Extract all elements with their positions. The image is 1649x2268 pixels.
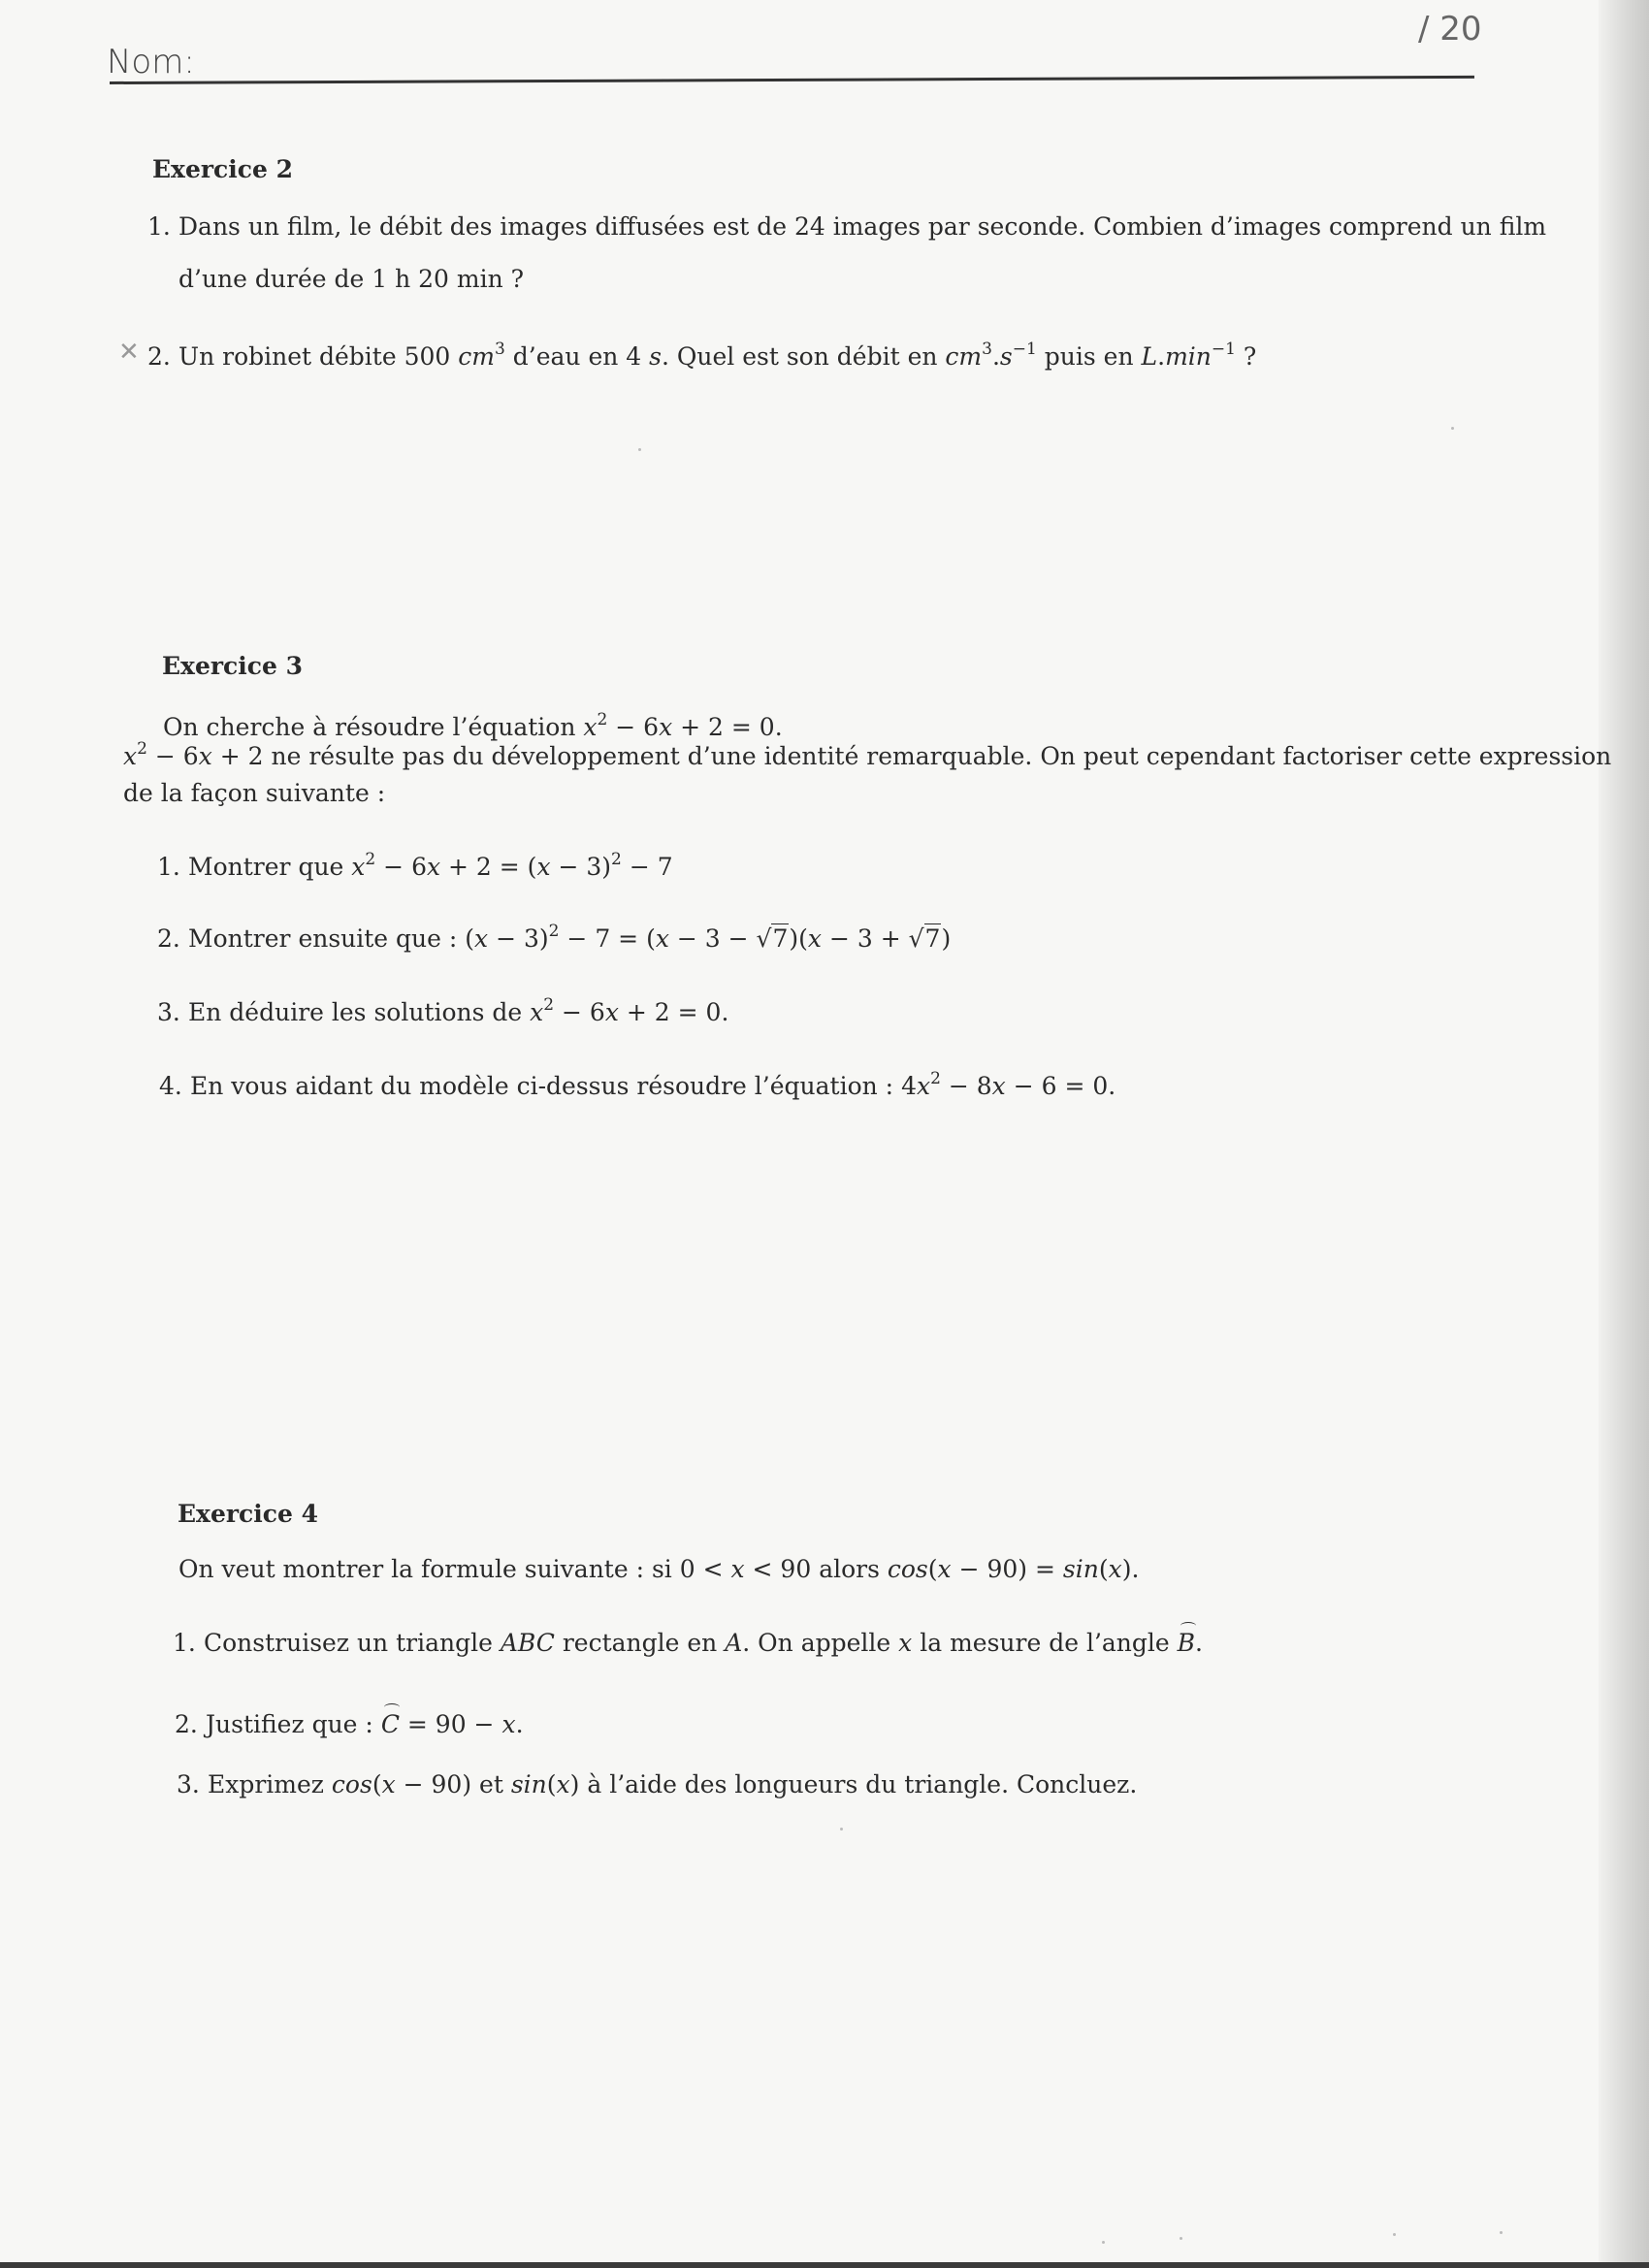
question-text: Montrer que: [188, 853, 352, 881]
question-text: la mesure de l’angle: [912, 1629, 1178, 1657]
name-field-label: Nom:: [107, 43, 195, 81]
header-rule: [110, 76, 1474, 84]
math-expr: $x^2 - 6x + 2 = (x - 3)^2 - 7$: [351, 850, 673, 881]
question-text: Exprimez: [208, 1770, 332, 1798]
math-expr: $x^2 - 6x + 2 = 0$.: [530, 995, 729, 1026]
ex4-question-2: [175, 1707, 524, 1742]
exercise-4-title: Exercice 4: [178, 1500, 318, 1528]
question-text: Construisez un triangle: [204, 1629, 501, 1657]
math-expr: $4x^2 - 8x - 6 = 0$.: [901, 1069, 1116, 1100]
ex3-question-1: [157, 850, 673, 885]
math-expr: $(x - 3)^2 - 7 = (x - 3 - √7)(x - 3 + √7)$: [465, 922, 952, 953]
scan-speck: [1102, 2241, 1105, 2244]
item-number: 2.: [175, 1710, 198, 1738]
math-expr: cos(x − 90) = sin(x).: [887, 1555, 1140, 1583]
page-edge-shadow: [1599, 0, 1649, 2268]
intro-text: < 90 alors: [744, 1555, 888, 1583]
scan-speck: [638, 448, 641, 451]
math-expr: $cm^3.s^{-1}$: [945, 340, 1037, 371]
ex4-question-1: [173, 1626, 1203, 1661]
ex2-question-2: [147, 340, 1256, 374]
scan-speck: [1180, 2237, 1182, 2240]
ex2-question-1-continued: d’une durée de 1 h 20 min ?: [178, 265, 525, 293]
question-text: puis en: [1036, 342, 1142, 371]
question-text: Un robinet débite 500: [178, 342, 459, 371]
item-number: 4.: [159, 1072, 182, 1100]
question-text: rectangle en: [554, 1629, 726, 1657]
ex2-question-1: [147, 210, 1546, 244]
ex3-question-4: [159, 1069, 1116, 1104]
question-text: et: [471, 1770, 511, 1798]
question-text: En déduire les solutions de: [188, 998, 531, 1026]
exercise-3-title: Exercice 3: [162, 652, 303, 680]
question-text: En vous aidant du modèle ci-dessus résoudre l’équation :: [190, 1072, 902, 1100]
math-expr: sin(x): [510, 1770, 580, 1798]
intro-text: ne résulte pas du développement d’une identité remarquable. On peut cependant factoriser cette expression: [263, 742, 1612, 770]
math-expr: A: [725, 1629, 743, 1657]
scan-speck: [1393, 2233, 1396, 2236]
question-text: . Quel est son débit en: [662, 342, 946, 371]
math-expr: $x^2 - 6x + 2$: [123, 739, 264, 770]
ex3-intro-line-3: de la façon suivante :: [123, 779, 386, 807]
item-number: 2.: [157, 924, 180, 953]
question-text: Dans un film, le débit des images diffusées est de 24 images par seconde. Combien d’images comprend un film: [178, 212, 1547, 241]
question-text: à l’aide des longueurs du triangle. Concluez.: [579, 1770, 1138, 1798]
math-expr: s: [649, 342, 662, 371]
item-number: 2.: [147, 342, 171, 371]
scan-speck: [840, 1828, 843, 1831]
page-bottom-edge: [0, 2262, 1649, 2268]
score-label: / 20: [1418, 10, 1482, 49]
item-number: 3.: [157, 998, 180, 1026]
question-text: Justifiez que :: [206, 1710, 381, 1738]
math-expr: cos(x − 90): [331, 1770, 472, 1798]
intro-text: On veut montrer la formule suivante : si 0 <: [178, 1555, 731, 1583]
math-expr: $cm^3$: [458, 340, 505, 371]
math-expr: B.: [1178, 1629, 1203, 1657]
item-number: 3.: [177, 1770, 200, 1798]
scan-speck: [1500, 2231, 1503, 2234]
question-text: . On appelle: [742, 1629, 899, 1657]
item-number: 1.: [157, 853, 180, 881]
ex4-intro: [178, 1552, 1139, 1587]
item-number: 1.: [173, 1629, 196, 1657]
intro-text: On cherche à résoudre l’équation: [163, 713, 584, 741]
math-expr: $L.\min^{-1}$: [1141, 340, 1236, 371]
item-number: 1.: [147, 212, 171, 241]
pen-cross-mark: ✕: [118, 338, 140, 367]
question-text: d’eau en 4: [504, 342, 650, 371]
math-expr: x: [730, 1555, 745, 1583]
question-text: Montrer ensuite que :: [188, 924, 466, 953]
ex3-intro-line-2: [123, 739, 1611, 774]
math-expr: x: [898, 1629, 913, 1657]
math-expr: ABC: [500, 1629, 555, 1657]
math-expr: C = 90 − x.: [381, 1710, 524, 1738]
scan-speck: [1451, 427, 1454, 430]
ex3-question-2: [157, 922, 951, 956]
question-text: ?: [1235, 342, 1257, 371]
exercise-2-title: Exercice 2: [152, 155, 293, 183]
ex3-question-3: [157, 995, 728, 1030]
ex4-question-3: [177, 1767, 1137, 1802]
math-expr: $x^2 - 6x + 2 = 0$.: [583, 710, 783, 741]
